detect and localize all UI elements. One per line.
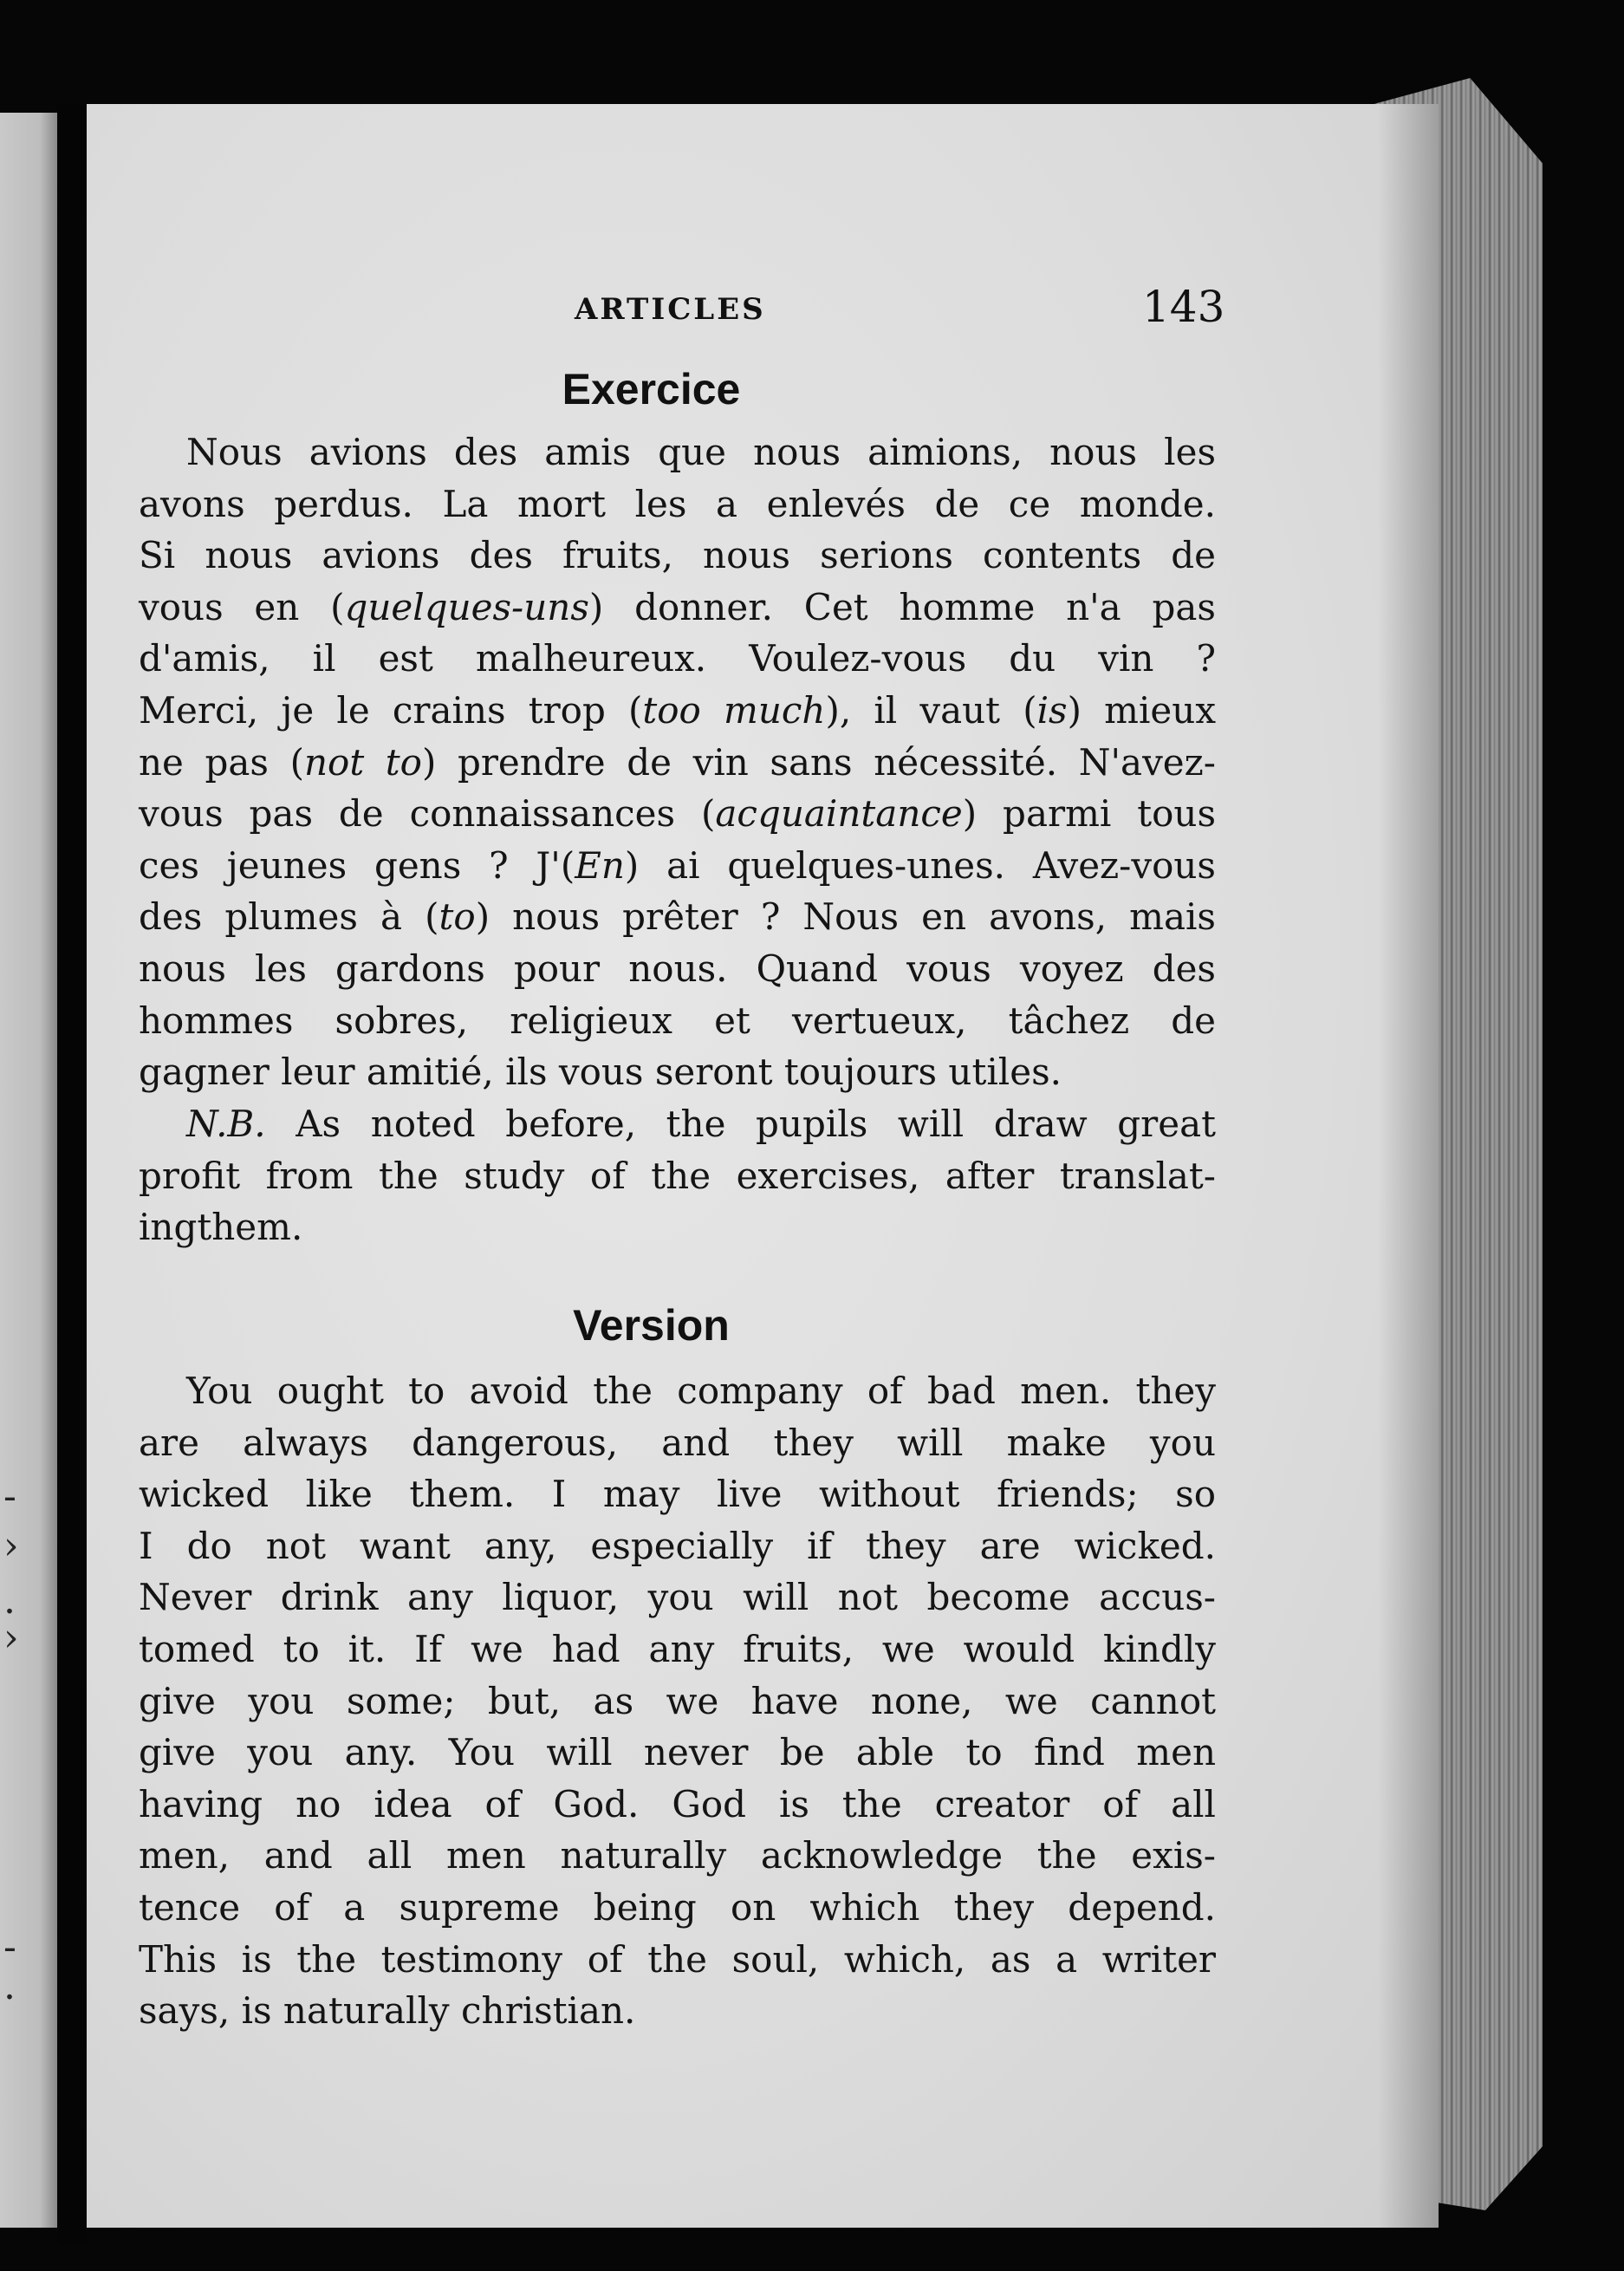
text-line: gagner leur amitié, ils vous seront toujours utiles. [139,1051,1062,1094]
text-line: Si nous avions des fruits, nous serions contents de [139,534,1216,577]
version-paragraph [139,1365,1216,2037]
text-line: Merci, je le crains trop (too much), il vaut (is) mieux [139,688,1217,732]
text-line: Nous avions des amis que nous aimions, nous les [186,431,1216,473]
text-line: men, and all men naturally acknowledge the exis- [139,1834,1216,1877]
text-line: ne pas (not to) prendre de vin sans nécessité. N'avez- [139,740,1216,784]
text-line: This is the testimony of the soul, which, as a writer [139,1937,1216,1981]
text-line: N.B. As noted before, the pupils will draw great [186,1103,1216,1145]
text-line: are always dangerous, and they will make you [139,1421,1216,1464]
book-page [87,104,1439,2228]
note-paragraph [139,1098,1216,1253]
text-line: says, is naturally christian. [139,1989,636,2033]
text-line: I do not want any, especially if they are wicked. [139,1524,1216,1567]
text-line: ingthem. [139,1206,303,1249]
text-line: profit from the study of the exercises, after translat- [139,1154,1216,1197]
text-line: d'amis, il est malheureux. Voulez-vous du vin ? [139,637,1216,680]
exercice-heading: Exercice [562,365,741,413]
text-line: wicked like them. I may live without friends; so [139,1473,1216,1516]
page-number: 143 [1142,282,1225,332]
text-line: ces jeunes gens ? J'(En) ai quelques-unes. Avez-vous [139,843,1216,887]
text-line: You ought to avoid the company of bad men. they [186,1370,1216,1412]
book-gutter [57,104,87,2245]
version-heading: Version [573,1301,730,1350]
page-header [87,282,1225,342]
text-line: avons perdus. La mort les a enlevés de ce monde. [139,482,1216,525]
previous-page-edge: - › . › - . [0,113,57,2228]
text-line: des plumes à (to) nous prêter ? Nous en avons, mais [139,895,1216,939]
exercice-paragraph [139,426,1216,1098]
text-line: tence of a supreme being on which they depend. [139,1885,1216,1929]
text-line: vous pas de connaissances (acquaintance) parmi tous [139,792,1217,836]
text-line: tomed to it. If we had any fruits, we would kindly [139,1627,1216,1670]
text-line: Never drink any liquor, you will not become accus- [139,1576,1216,1619]
text-line: give you some; but, as we have none, we cannot [139,1679,1216,1722]
running-head: ARTICLES [575,292,766,327]
text-line: give you any. You will never be able to find men [139,1731,1216,1774]
text-line: having no idea of God. God is the creator of all [139,1782,1216,1825]
text-line: vous en (quelques-uns) donner. Cet homme n'a pas [139,585,1216,628]
text-line: hommes sobres, religieux et vertueux, tâchez de [139,999,1216,1042]
text-line: nous les gardons pour nous. Quand vous voyez des [139,947,1216,990]
